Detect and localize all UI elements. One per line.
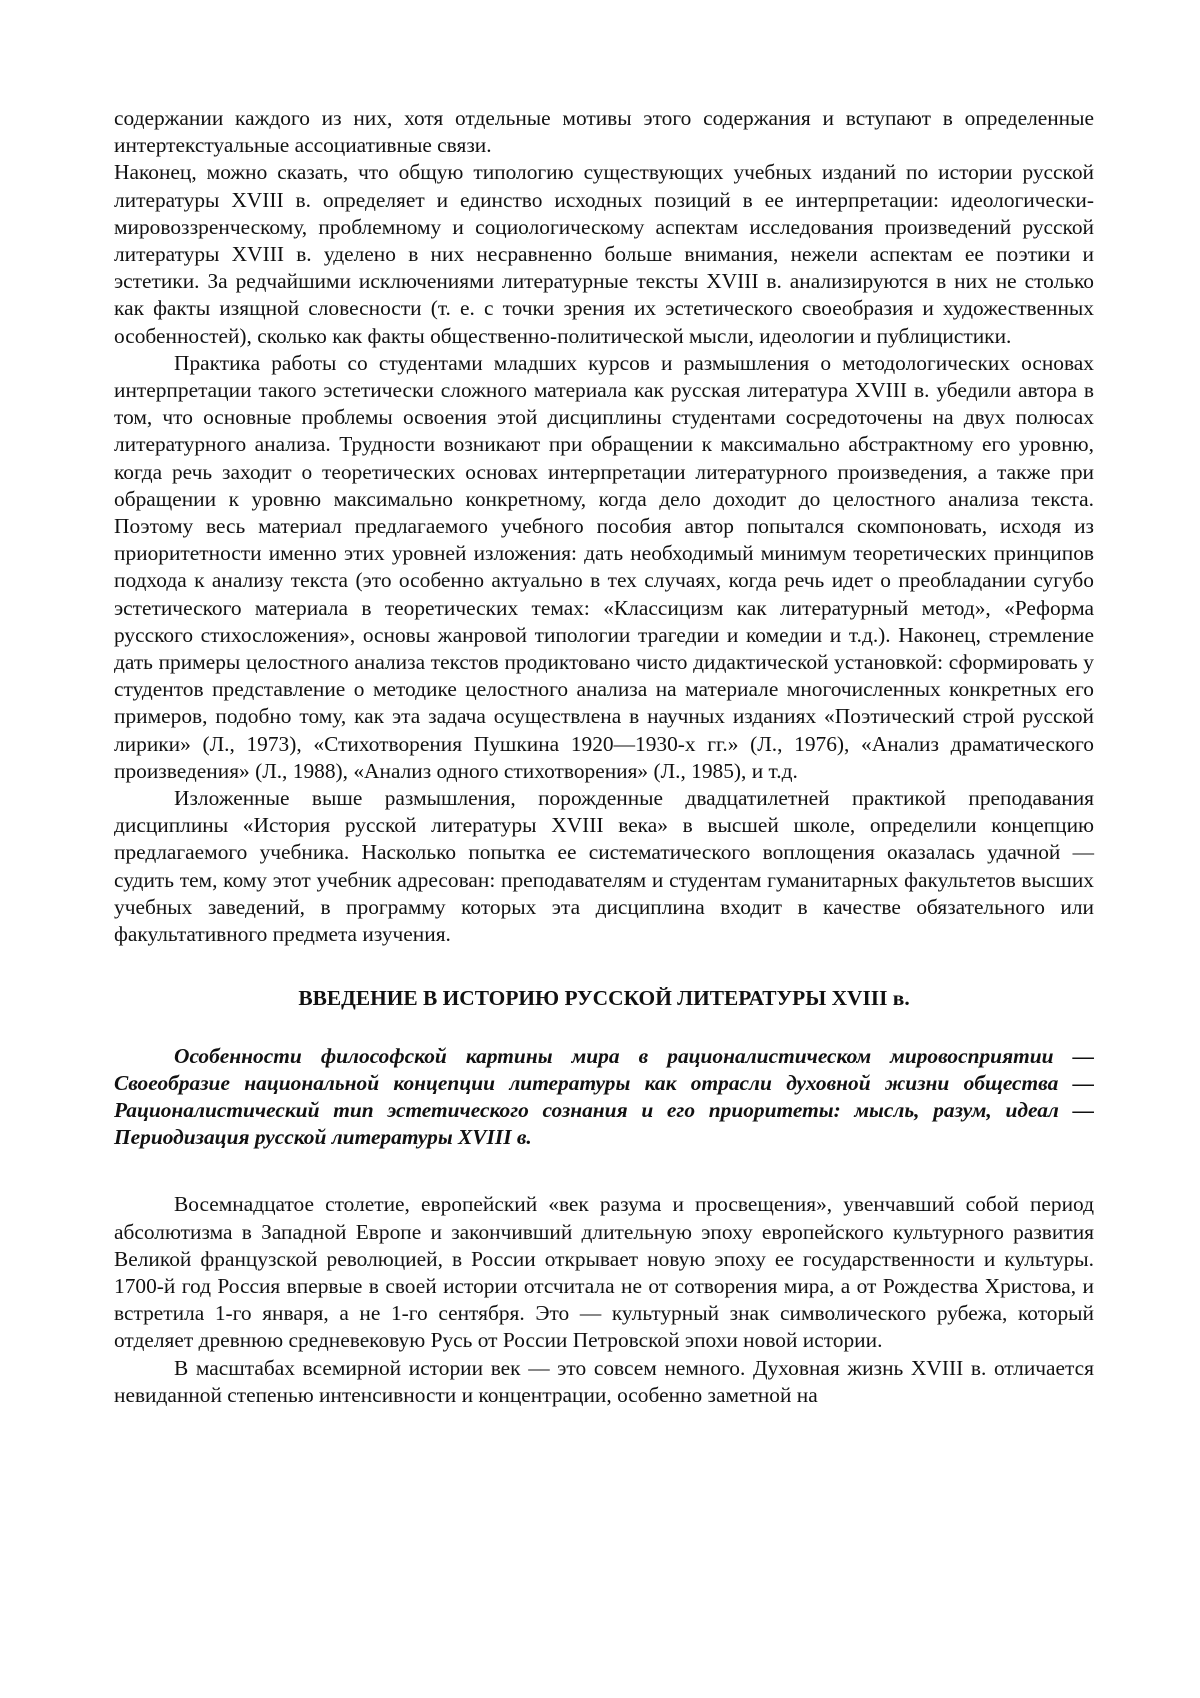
body-paragraph: Изложенные выше размышления, порожденные двадцатилетней практикой преподавания дисциплины «История русской литературы XVIII века» в высшей школе, определили концепцию предлагаемого учебника. Насколько попытка ее систематического воплощения оказалась удачной — судить тем, кому этот учебник адресован: преподавателям и студентам гуманитарных факультетов высших учебных заведений, в программу которых эта дисциплина входит в качестве обязательного или факультативного предмета изучения. [114, 786, 1094, 947]
body-paragraph: Практика работы со студентами младших курсов и размышления о методологических основах интерпретации такого эстетически сложного материала как русская литература XVIII в. убедили автора в том, что основные проблемы освоения этой дисциплины студентами сосредоточены на двух полюсах литературного анализа. Трудности возникают при обращении к максимально абстрактному его уровню, когда речь заходит о теоретических основах интерпретации литературного произведения, а также при обращении к уровню максимально конкретному, когда дело доходит до целостного анализа текста. Поэтому весь материал предлагаемого учебного пособия автор попытался скомпоновать, исходя из приоритетности именно этих уровней изложения: дать необходимый минимум теоретических принципов подхода к анализу текста (это особенно актуально в тех случаях, когда речь идет о преобладании сугубо эстетического материала в теоретических темах: «Классицизм как литературный метод», «Реформа русского стихосложения», основы жанровой типологии трагедии и комедии и т.д.). Наконец, стремление дать примеры целостного анализа текстов продиктовано чисто дидактической установкой: сформировать у студентов представление о методике целостного анализа на материале многочисленных конкретных его примеров, подобно тому, как эта задача осуществлена в научных изданиях «Поэтический строй русской лирики» (Л., 1973), «Стихотворения Пушкина 1920—1930-х гг.» (Л., 1976), «Анализ драматического произведения» (Л., 1988), «Анализ одного стихотворения» (Л., 1985), и т.д. [114, 350, 1094, 783]
document-page [114, 105, 1094, 1409]
body-paragraph: содержании каждого из них, хотя отдельные мотивы этого содержания и вступают в определенные интертекстуальные ассоциативные связи. [114, 106, 1094, 158]
body-paragraph: В масштабах всемирной истории век — это совсем немного. Духовная жизнь XVIII в. отличается невиданной степенью интенсивности и концентрации, особенно заметной на [114, 1355, 1094, 1407]
body-paragraph: Восемнадцатое столетие, европейский «век разума и просвещения», увенчавший собой период абсолютизма в Западной Европе и закончивший длительную эпоху европейского культурного развития Великой французской революцией, в России открывает новую эпоху ее государственности и культуры. 1700-й год Россия впервые в своей истории отсчитала не от сотворения мира, а от Рождества Христова, и встретила 1-го января, а не 1-го сентября. Это — культурный знак символического рубежа, который отделяет древнюю средневековую Русь от России Петровской эпохи новой истории. [114, 1192, 1094, 1353]
section-abstract: Особенности философской картины мира в рационалистическом мировосприятии — Своеобразие национальной концепции литературы как отрасли духовной жизни общества — Рационалистический тип эстетического сознания и его приоритеты: мысль, разум, идеал — Периодизация русской литературы XVIII в. [114, 1043, 1094, 1150]
section-heading: ВВЕДЕНИЕ В ИСТОРИЮ РУССКОЙ ЛИТЕРАТУРЫ XVIII в. [298, 986, 910, 1011]
body-paragraph: Наконец, можно сказать, что общую типологию существующих учебных изданий по истории русской литературы XVIII в. определяет и единство исходных позиций в ее интерпретации: идеологически-мировоззренческому, проблемному и социологическому аспектам исследования произведений русской литературы XVIII в. уделено в них несравненно больше внимания, нежели аспектам ее поэтики и эстетики. За редчайшими исключениями литературные тексты XVIII в. анализируются в них не столько как факты изящной словесности (т. е. с точки зрения их эстетического своеобразия и художественных особенностей), сколько как факты общественно-политической мысли, идеологии и публицистики. [114, 160, 1094, 348]
